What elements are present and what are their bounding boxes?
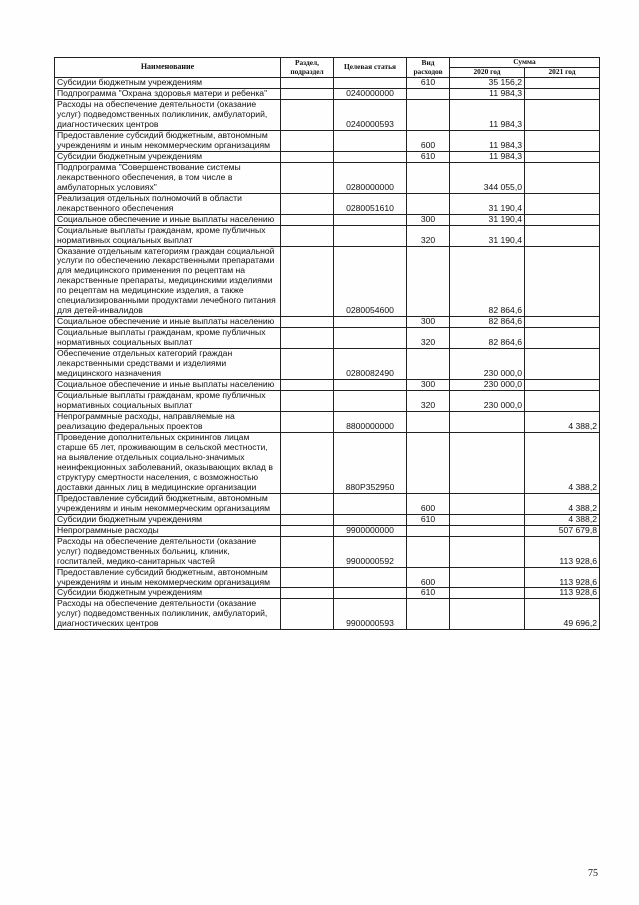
table-row <box>55 328 600 349</box>
cell-kind <box>407 599 450 630</box>
cell-y2020 <box>450 536 525 567</box>
cell-kind <box>407 525 450 536</box>
cell-y2020: 344 055,0 <box>450 162 525 193</box>
cell-y2020 <box>450 567 525 588</box>
cell-kind <box>407 193 450 214</box>
cell-kind: 610 <box>407 588 450 599</box>
cell-section <box>281 88 334 99</box>
header-sum: Сумма <box>450 58 600 68</box>
cell-y2021: 4 388,2 <box>525 514 600 525</box>
cell-section <box>281 525 334 536</box>
cell-y2020: 230 000,0 <box>450 391 525 412</box>
cell-y2021 <box>525 78 600 89</box>
cell-kind <box>407 432 450 493</box>
cell-y2020: 11 984,3 <box>450 130 525 151</box>
cell-section <box>281 78 334 89</box>
page-number: 75 <box>588 868 598 879</box>
cell-name: Социальное обеспечение и иные выплаты населению <box>55 380 281 391</box>
cell-name: Субсидии бюджетным учреждениям <box>55 151 281 162</box>
cell-section <box>281 514 334 525</box>
cell-y2021: 49 696,2 <box>525 599 600 630</box>
cell-name: Оказание отдельным категориям граждан социальной услуги по обеспечению лекарственными препаратами для медицинского применения по рецептам на лекарственные препараты, медицинскими изделиями по рецептам на медицинские изделия, а также специализированными продуктами лечебного питания для детей-инвалидов <box>55 246 281 317</box>
cell-y2021 <box>525 130 600 151</box>
table-row <box>55 349 600 380</box>
cell-section <box>281 151 334 162</box>
table-body <box>55 78 600 630</box>
header-2021: 2021 год <box>525 68 600 78</box>
cell-name: Субсидии бюджетным учреждениям <box>55 514 281 525</box>
cell-target: 9900000593 <box>334 599 407 630</box>
cell-target <box>334 391 407 412</box>
table-row <box>55 88 600 99</box>
cell-target <box>334 514 407 525</box>
table-row <box>55 567 600 588</box>
table-row <box>55 162 600 193</box>
cell-y2020: 31 190,4 <box>450 193 525 214</box>
cell-target: 9900000592 <box>334 536 407 567</box>
cell-y2020: 31 190,4 <box>450 225 525 246</box>
cell-target <box>334 78 407 89</box>
cell-y2020 <box>450 432 525 493</box>
cell-section <box>281 130 334 151</box>
cell-name: Субсидии бюджетным учреждениям <box>55 78 281 89</box>
cell-name: Социальные выплаты гражданам, кроме публичных нормативных социальных выплат <box>55 225 281 246</box>
cell-name: Предоставление субсидий бюджетным, автономным учреждениям и иным некоммерческим организациям <box>55 130 281 151</box>
cell-y2020 <box>450 588 525 599</box>
cell-section <box>281 246 334 317</box>
cell-target: 0280054600 <box>334 246 407 317</box>
cell-y2020: 11 984,3 <box>450 88 525 99</box>
cell-y2020: 11 984,3 <box>450 99 525 130</box>
cell-target <box>334 380 407 391</box>
cell-target: 0280051610 <box>334 193 407 214</box>
cell-target <box>334 214 407 225</box>
header-kind: Вид расходов <box>407 58 450 78</box>
table-row <box>55 514 600 525</box>
cell-section <box>281 380 334 391</box>
cell-section <box>281 536 334 567</box>
cell-name: Социальные выплаты гражданам, кроме публичных нормативных социальных выплат <box>55 328 281 349</box>
cell-section <box>281 193 334 214</box>
cell-target: 0240000593 <box>334 99 407 130</box>
cell-name: Расходы на обеспечение деятельности (оказание услуг) подведомственных поликлиник, амбулаторий, диагностических центров <box>55 599 281 630</box>
cell-name: Обеспечение отдельных категорий граждан лекарственными средствами и изделиями медицинского назначения <box>55 349 281 380</box>
cell-y2020 <box>450 412 525 433</box>
cell-target <box>334 130 407 151</box>
cell-name: Расходы на обеспечение деятельности (оказание услуг) подведомственных поликлиник, амбулаторий, диагностических центров <box>55 99 281 130</box>
cell-y2020: 230 000,0 <box>450 349 525 380</box>
budget-table <box>54 57 600 630</box>
cell-y2020: 35 156,2 <box>450 78 525 89</box>
header-name: Наименование <box>55 58 281 78</box>
cell-kind: 320 <box>407 391 450 412</box>
cell-target: 0280082490 <box>334 349 407 380</box>
cell-y2021 <box>525 349 600 380</box>
cell-kind: 320 <box>407 328 450 349</box>
cell-y2020: 11 984,3 <box>450 151 525 162</box>
cell-section <box>281 99 334 130</box>
header-section: Раздел, подраздел <box>281 58 334 78</box>
cell-target <box>334 151 407 162</box>
cell-section <box>281 567 334 588</box>
cell-y2021 <box>525 99 600 130</box>
cell-target: 8800000000 <box>334 412 407 433</box>
cell-target: 0240000000 <box>334 88 407 99</box>
cell-y2021: 113 928,6 <box>525 588 600 599</box>
cell-y2020: 31 190,4 <box>450 214 525 225</box>
cell-name: Предоставление субсидий бюджетным, автономным учреждениям и иным некоммерческим организациям <box>55 493 281 514</box>
cell-name: Социальное обеспечение и иные выплаты населению <box>55 214 281 225</box>
cell-name: Социальное обеспечение и иные выплаты населению <box>55 317 281 328</box>
table-row <box>55 78 600 89</box>
cell-target <box>334 225 407 246</box>
cell-kind: 300 <box>407 214 450 225</box>
table-row <box>55 432 600 493</box>
cell-y2021 <box>525 88 600 99</box>
cell-y2020 <box>450 525 525 536</box>
cell-y2021 <box>525 380 600 391</box>
cell-y2021 <box>525 214 600 225</box>
table-header <box>55 58 600 78</box>
table-row <box>55 599 600 630</box>
cell-y2021: 113 928,6 <box>525 567 600 588</box>
cell-y2021 <box>525 328 600 349</box>
cell-target: 9900000000 <box>334 525 407 536</box>
cell-kind: 300 <box>407 380 450 391</box>
table-row <box>55 536 600 567</box>
cell-kind <box>407 412 450 433</box>
cell-name: Субсидии бюджетным учреждениям <box>55 588 281 599</box>
table-row <box>55 493 600 514</box>
table-row <box>55 99 600 130</box>
cell-name: Непрограммные расходы, направляемые на реализацию федеральных проектов <box>55 412 281 433</box>
cell-section <box>281 214 334 225</box>
cell-target <box>334 588 407 599</box>
cell-name: Подпрограмма "Совершенствование системы лекарственного обеспечения, в том числе в амбулаторных условиях" <box>55 162 281 193</box>
cell-y2021: 4 388,2 <box>525 412 600 433</box>
cell-y2020: 82 864,6 <box>450 317 525 328</box>
cell-section <box>281 349 334 380</box>
cell-kind <box>407 349 450 380</box>
cell-kind <box>407 88 450 99</box>
table-row <box>55 151 600 162</box>
cell-kind: 600 <box>407 493 450 514</box>
cell-kind <box>407 536 450 567</box>
cell-y2020: 230 000,0 <box>450 380 525 391</box>
cell-section <box>281 588 334 599</box>
cell-kind: 320 <box>407 225 450 246</box>
cell-kind <box>407 99 450 130</box>
table-row <box>55 225 600 246</box>
cell-kind <box>407 246 450 317</box>
cell-name: Проведение дополнительных скринингов лицам старше 65 лет, проживающим в сельской местности, на выявление отдельных социально-значимых неинфекционных заболеваний, оказывающих вклад в структуру смертности населения, с возможностью доставки данных лиц в медицинские организации <box>55 432 281 493</box>
cell-name: Предоставление субсидий бюджетным, автономным учреждениям и иным некоммерческим организациям <box>55 567 281 588</box>
cell-kind: 600 <box>407 567 450 588</box>
cell-kind: 610 <box>407 514 450 525</box>
cell-section <box>281 432 334 493</box>
cell-section <box>281 599 334 630</box>
cell-target <box>334 567 407 588</box>
cell-section <box>281 391 334 412</box>
header-target: Целевая статья <box>334 58 407 78</box>
table-row <box>55 412 600 433</box>
table-row <box>55 317 600 328</box>
cell-target <box>334 328 407 349</box>
cell-y2021 <box>525 317 600 328</box>
cell-y2021 <box>525 246 600 317</box>
header-2020: 2020 год <box>450 68 525 78</box>
cell-section <box>281 162 334 193</box>
cell-name: Подпрограмма "Охрана здоровья матери и ребенка" <box>55 88 281 99</box>
cell-y2020 <box>450 514 525 525</box>
cell-target <box>334 317 407 328</box>
cell-y2020 <box>450 599 525 630</box>
cell-target <box>334 493 407 514</box>
cell-y2021: 4 388,2 <box>525 432 600 493</box>
table-row <box>55 588 600 599</box>
cell-y2020: 82 864,6 <box>450 246 525 317</box>
cell-section <box>281 317 334 328</box>
cell-kind: 610 <box>407 78 450 89</box>
cell-section <box>281 412 334 433</box>
table-row <box>55 391 600 412</box>
cell-y2020 <box>450 493 525 514</box>
cell-name: Социальные выплаты гражданам, кроме публичных нормативных социальных выплат <box>55 391 281 412</box>
cell-y2021 <box>525 151 600 162</box>
cell-kind: 300 <box>407 317 450 328</box>
table-row <box>55 525 600 536</box>
cell-section <box>281 493 334 514</box>
cell-y2021 <box>525 391 600 412</box>
cell-section <box>281 225 334 246</box>
cell-kind: 600 <box>407 130 450 151</box>
table-row <box>55 246 600 317</box>
cell-target: 880P352950 <box>334 432 407 493</box>
table-row <box>55 214 600 225</box>
cell-name: Расходы на обеспечение деятельности (оказание услуг) подведомственных больниц, клиник, госпиталей, медико-санитарных частей <box>55 536 281 567</box>
table-row <box>55 130 600 151</box>
table-row <box>55 380 600 391</box>
cell-kind <box>407 162 450 193</box>
cell-name: Непрограммные расходы <box>55 525 281 536</box>
cell-y2020: 82 864,6 <box>450 328 525 349</box>
cell-y2021 <box>525 193 600 214</box>
cell-y2021: 4 388,2 <box>525 493 600 514</box>
cell-y2021 <box>525 225 600 246</box>
cell-y2021 <box>525 162 600 193</box>
cell-target: 0280000000 <box>334 162 407 193</box>
cell-name: Реализация отдельных полномочий в области лекарственного обеспечения <box>55 193 281 214</box>
cell-kind: 610 <box>407 151 450 162</box>
cell-y2021: 113 928,6 <box>525 536 600 567</box>
table-row <box>55 193 600 214</box>
cell-section <box>281 328 334 349</box>
cell-y2021: 507 679,8 <box>525 525 600 536</box>
